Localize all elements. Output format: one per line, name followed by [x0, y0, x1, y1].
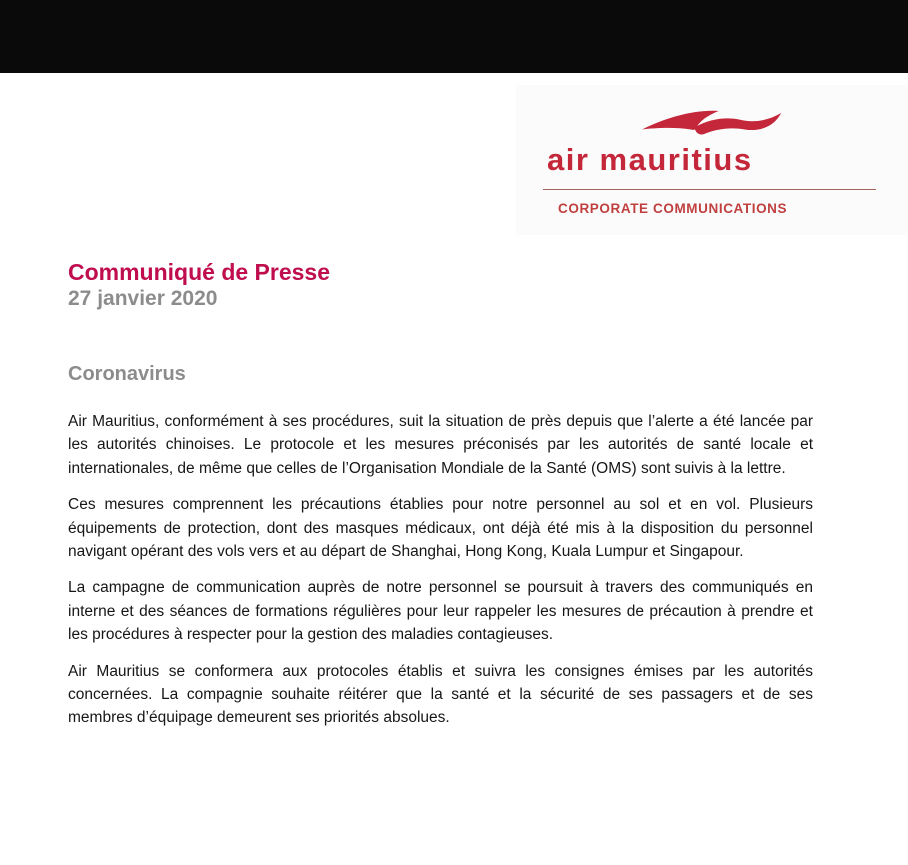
press-release-title: Communiqué de Presse	[68, 259, 331, 285]
document-page	[0, 73, 908, 865]
air-mauritius-logo	[516, 85, 908, 235]
paragraph-1: Air Mauritius, conformément à ses procédures, suit la situation de près depuis que l’alerte a été lancée par les autorités chinoises. Le protocole et les mesures préconisés par les autorités de santé locale et internationales, de même que celles de l’Organisation Mondiale de la Santé (OMS) sont suivis à la lettre.	[68, 413, 813, 477]
air-mauritius-bird-icon	[642, 106, 782, 141]
brand-wordmark: air mauritius	[547, 142, 753, 177]
article-heading: Coronavirus	[68, 363, 186, 385]
corporate-communications-label: CORPORATE COMMUNICATIONS	[558, 201, 788, 216]
article-paragraphs	[68, 410, 813, 730]
paragraph-2: Ces mesures comprennent les précautions établies pour notre personnel au sol et en vol. Plusieurs équipements de protection, dont des masques médicaux, ont déjà été mis à la disposition du personnel navigant opérant des vols vers et au départ de Shanghai, Hong Kong, Kuala Lumpur et Singapour.	[68, 496, 813, 561]
paragraph-4: Air Mauritius se conformera aux protocoles établis et suivra les consignes émises par les autorités concernées. La compagnie souhaite réitérer que la santé et la sécurité de ses passagers et de ses membres d’équipage demeurent ses priorités absolues.	[68, 662, 813, 727]
paragraph-3: La campagne de communication auprès de notre personnel se poursuit à travers des communiqués en interne et des séances de formations régulières pour leur rappeler les mesures de précaution à prendre et les procédures à respecter pour la gestion des maladies contagieuses.	[68, 579, 813, 644]
top-bar	[0, 0, 908, 73]
logo-divider	[543, 189, 876, 190]
press-release-date: 27 janvier 2020	[68, 287, 218, 310]
